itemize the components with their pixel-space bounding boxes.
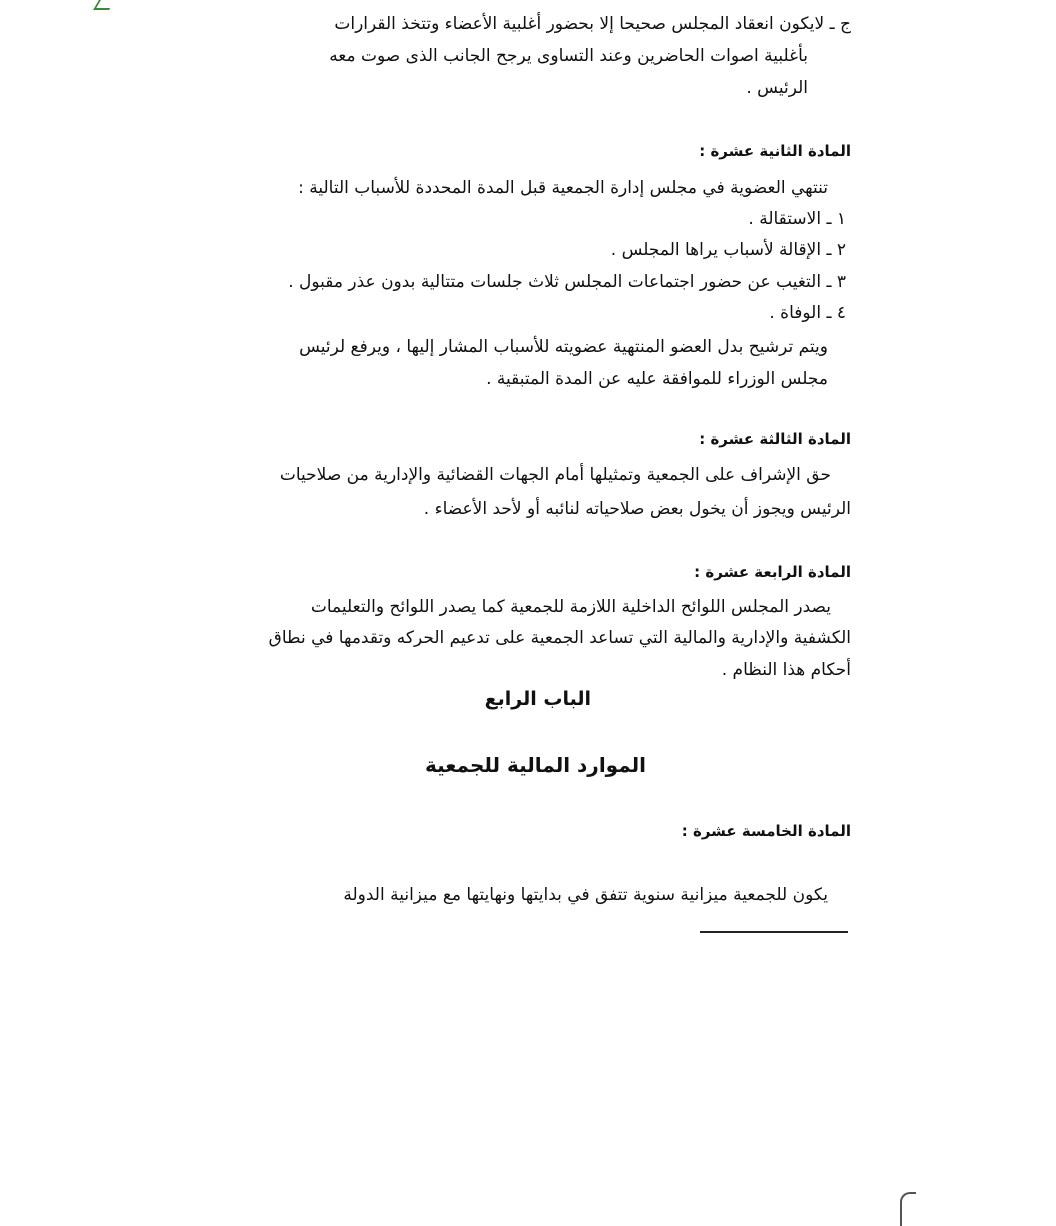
section-12-closing-2: مجلس الوزراء للموافقة عليه عن المدة المتبقية .	[486, 369, 828, 389]
section-11-line-3: الرئيس .	[746, 78, 808, 98]
footnote-rule	[700, 931, 848, 933]
section-14-heading: المادة الرابعة عشرة :	[694, 563, 851, 581]
section-12-intro: تنتهي العضوية في مجلس إدارة الجمعية قبل المدة المحددة للأسباب التالية :	[298, 178, 828, 198]
section-12-item-3: ٣ ـ التغيب عن حضور اجتماعات المجلس ثلاث جلسات متتالية بدون عذر مقبول .	[288, 272, 846, 292]
section-14-line-1: يصدر المجلس اللوائح الداخلية اللازمة للجمعية كما يصدر اللوائح والتعليمات	[310, 597, 831, 617]
corner-scan-mark	[93, 0, 115, 10]
chapter-subtitle: الموارد المالية للجمعية	[424, 753, 646, 777]
section-13-heading: المادة الثالثة عشرة :	[699, 430, 851, 448]
section-15-line-1: يكون للجمعية ميزانية سنوية تتفق في بدايتها ونهايتها مع ميزانية الدولة	[343, 885, 828, 905]
section-12-heading: المادة الثانية عشرة :	[699, 142, 851, 160]
section-13-line-1: حق الإشراف على الجمعية وتمثيلها أمام الجهات القضائية والإدارية من صلاحيات	[279, 465, 831, 485]
section-14-line-2: الكشفية والإدارية والمالية التي تساعد الجمعية على تدعيم الحركه وتقدمها في نطاق	[268, 628, 851, 648]
chapter-title: الباب الرابع	[484, 688, 591, 710]
section-11-line-1: ج ـ لايكون انعقاد المجلس صحيحا إلا بحضور أغلبية الأعضاء وتتخذ القرارات	[334, 14, 851, 34]
section-12-closing-1: ويتم ترشيح بدل العضو المنتهية عضويته للأسباب المشار إليها ، ويرفع لرئيس	[299, 337, 828, 357]
section-12-item-4: ٤ ـ الوفاة .	[769, 303, 846, 323]
page-corner-mark	[900, 1192, 916, 1226]
section-12-item-1: ١ ـ الاستقالة .	[748, 209, 846, 229]
section-11-line-2: بأغلبية اصوات الحاضرين وعند التساوى يرجح الجانب الذى صوت معه	[329, 46, 808, 66]
section-13-line-2: الرئيس ويجوز أن يخول بعض صلاحياته لنائبه أو لأحد الأعضاء .	[423, 499, 851, 519]
section-14-line-3: أحكام هذا النظام .	[721, 660, 851, 680]
section-15-heading: المادة الخامسة عشرة :	[681, 822, 851, 840]
section-12-item-2: ٢ ـ الإقالة لأسباب يراها المجلس .	[610, 240, 846, 260]
